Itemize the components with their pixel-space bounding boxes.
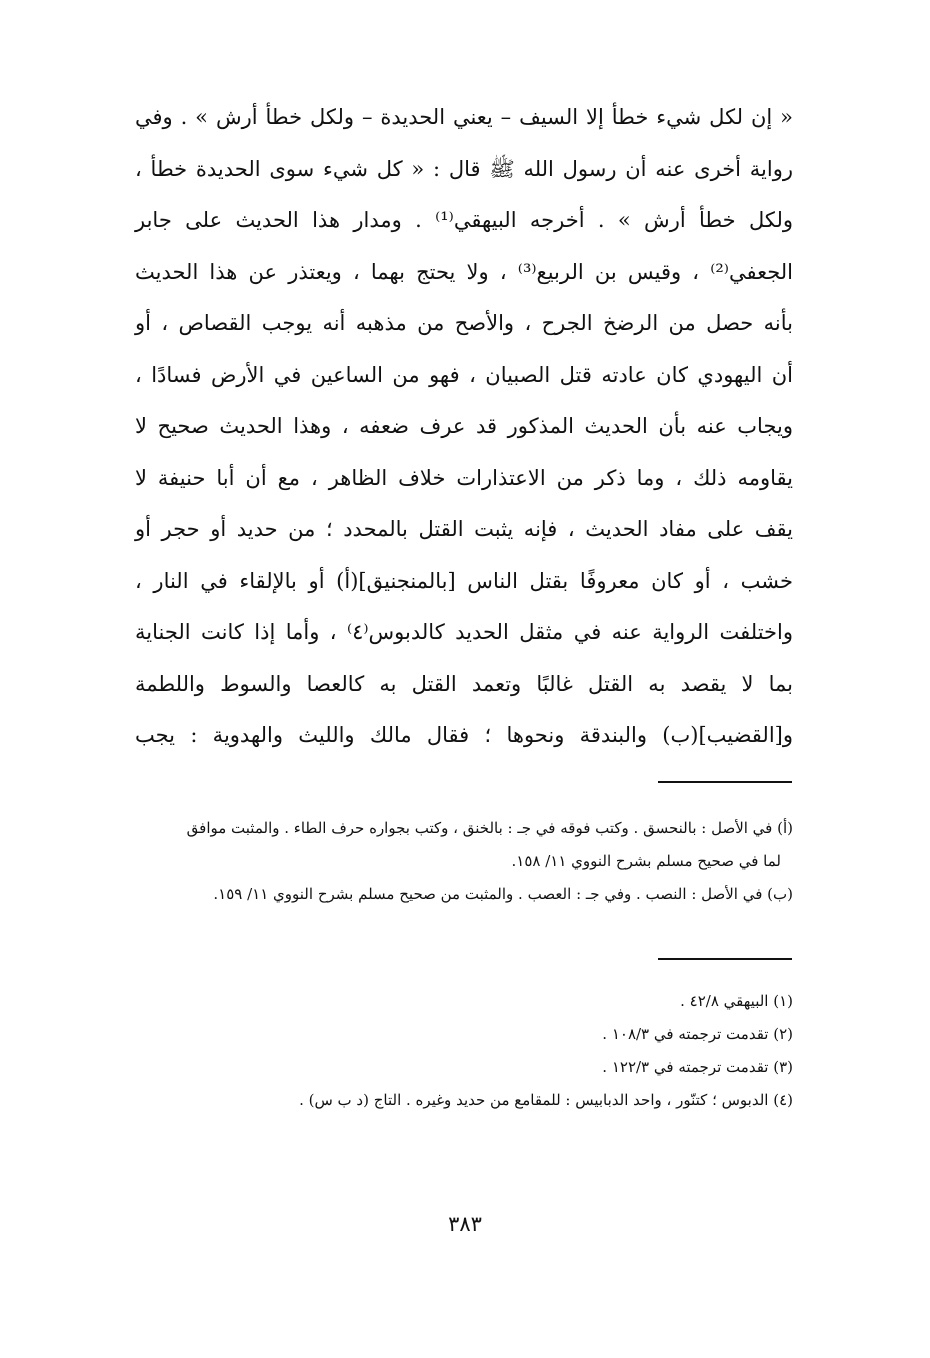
footnote-1: (١) البيهقي ٤٢/٨ .: [680, 992, 793, 1010]
body-line: الجعفي⁽²⁾ ، وقيس بن الربيع⁽³⁾ ، ولا يحتج بهما ، ويعتذر عن هذا الحديث: [135, 259, 794, 284]
body-line: و[القضيب](ب) والبندقة ونحوها ؛ فقال مالك والليث والهدوية : يجب: [135, 723, 794, 747]
body-line: يقف على مفاد الحديث ، فإنه يثبت القتل بالمحدد ؛ من حديد أو حجر أو: [135, 517, 793, 541]
body-line: يقاومه ذلك ، وما ذكر من الاعتذارات خلاف الظاهر ، مع أن أبا حنيفة لا: [135, 465, 793, 490]
body-line: رواية أخرى عنه أن رسول الله ﷺ قال : « كل شيء سوى الحديدة خطأ ،: [135, 156, 793, 181]
body-line: بأنه حصل من الرضخ الجرح ، والأصح من مذهبه أنه يوجب القصاص ، أو: [135, 311, 793, 335]
footnote-divider-numbers: [658, 958, 792, 960]
body-line: ويجاب عنه بأن الحديث المذكور قد عرف ضعفه ، وهذا الحديث صحيح لا: [135, 414, 793, 438]
footnote-4: (٤) الدبوس ؛ كتنّور ، واحد الدبابيس : للمقامع من حديد وغيره . التاج (د ب س) .: [299, 1091, 793, 1109]
letter-footnotes: [125, 812, 793, 911]
footnote-divider-letters: [658, 781, 792, 783]
body-line: واختلفت الرواية عنه في مثقل الحديد كالدبوس⁽٤⁾ ، وأما إذا كانت الجناية: [135, 620, 793, 644]
body-line: بما لا يقصد به القتل غالبًا وتعمد القتل به كالعصا والسوط واللطمة: [135, 671, 793, 696]
footnote-2: (٢) تقدمت ترجمته في ١٠٨/٣ .: [602, 1025, 793, 1043]
footnote-a-line-2: لما في صحيح مسلم بشرح النووي ١١/ ١٥٨.: [511, 852, 781, 870]
body-line: ولكل خطأ أرش » . أخرجه البيهقي⁽¹⁾ . ومدار هذا الحديث على جابر: [135, 208, 793, 232]
footnote-b-line-1: (ب) في الأصل : النصب . وفي جـ : العصب . والمثبت من صحيح مسلم بشرح النووي ١١/ ١٥٩.: [213, 885, 793, 903]
main-body-text: [135, 92, 793, 762]
page-number: ٣٨٣: [448, 1212, 482, 1236]
body-line: أن اليهودي كان عادته قتل الصبيان ، فهو من الساعين في الأرض فسادًا ،: [135, 362, 793, 387]
numbered-footnotes: [125, 985, 793, 1117]
footnote-a-line-1: (أ) في الأصل : بالنحسق . وكتب فوقه في جـ : بالخنق ، وكتب بجواره حرف الطاء . والمثبت موافق: [186, 819, 793, 837]
footnote-3: (٣) تقدمت ترجمته في ١٢٢/٣ .: [602, 1058, 793, 1076]
body-line: خشب ، أو كان معروفًا بقتل الناس [بالمنجنيق](أ) أو بالإلقاء في النار ،: [135, 568, 793, 593]
body-line: « إن لكل شيء خطأ إلا السيف – يعني الحديدة – ولكل خطأ أرش » . وفي: [135, 105, 793, 129]
